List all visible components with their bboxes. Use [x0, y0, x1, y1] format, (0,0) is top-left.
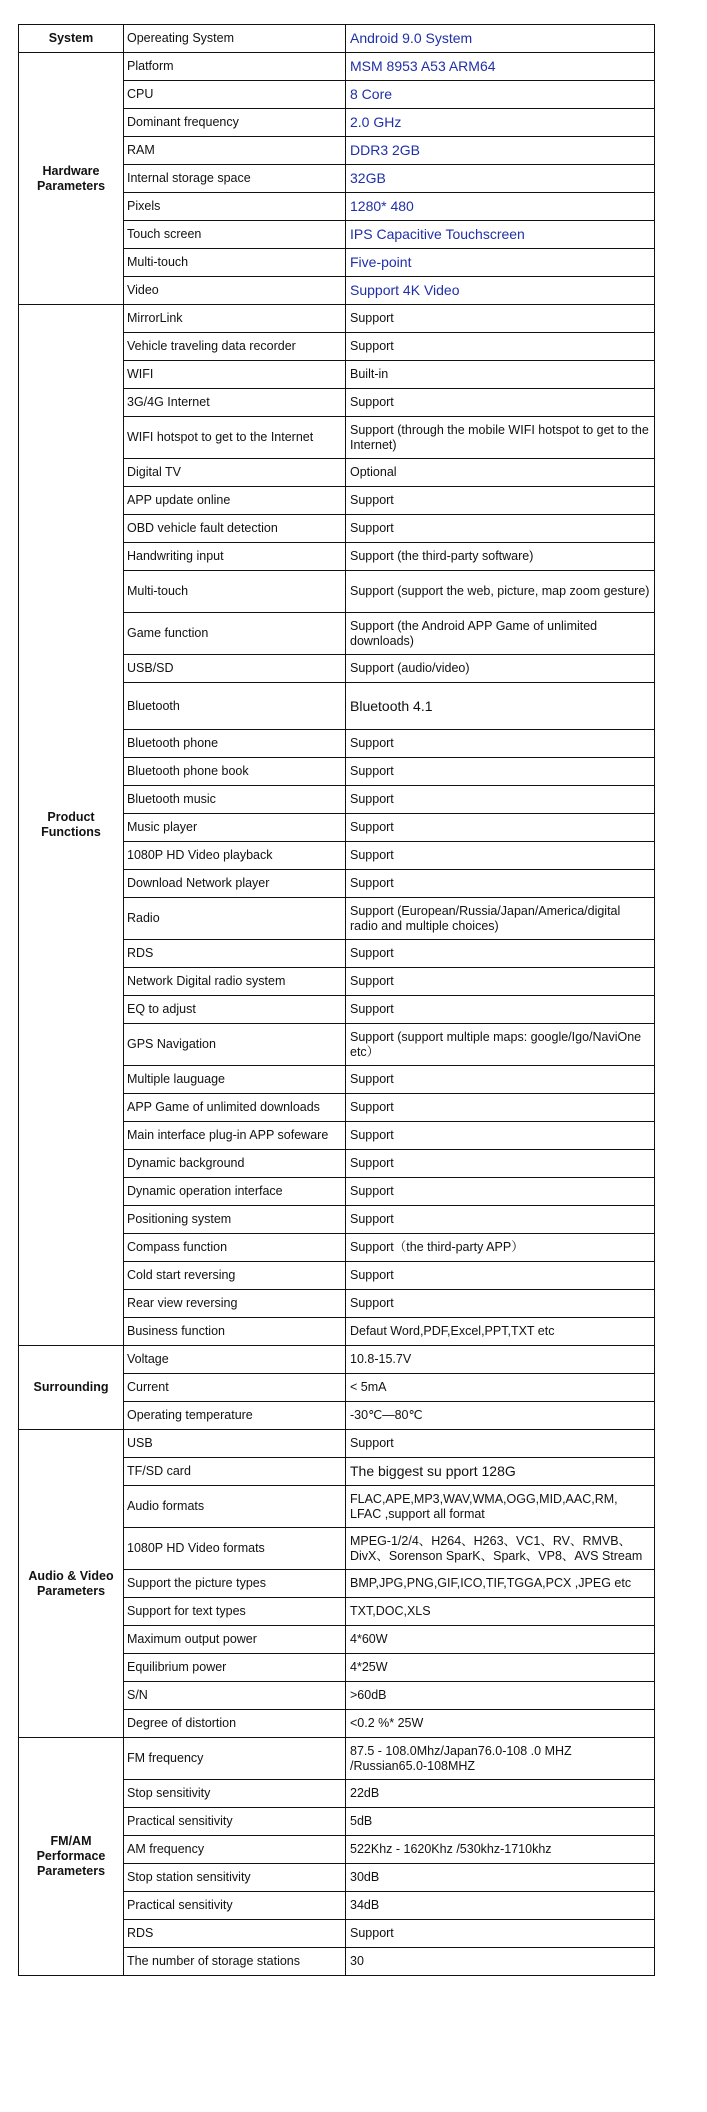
spec-item: S/N: [124, 1682, 346, 1710]
spec-item: TF/SD card: [124, 1458, 346, 1486]
spec-value: Support: [346, 842, 655, 870]
spec-value: 34dB: [346, 1892, 655, 1920]
spec-item: Vehicle traveling data recorder: [124, 333, 346, 361]
spec-value: Support 4K Video: [346, 277, 655, 305]
spec-item: Rear view reversing: [124, 1290, 346, 1318]
spec-value: FLAC,APE,MP3,WAV,WMA,OGG,MID,AAC,RM, LFAC ,support all format: [346, 1486, 655, 1528]
spec-item: Dynamic background: [124, 1150, 346, 1178]
spec-item: Pixels: [124, 193, 346, 221]
spec-item: Degree of distortion: [124, 1710, 346, 1738]
spec-item: Stop station sensitivity: [124, 1864, 346, 1892]
spec-value: Built-in: [346, 361, 655, 389]
spec-value: Support: [346, 305, 655, 333]
spec-value: 22dB: [346, 1780, 655, 1808]
spec-value: MSM 8953 A53 ARM64: [346, 53, 655, 81]
spec-item: Dominant frequency: [124, 109, 346, 137]
spec-item: Opereating System: [124, 25, 346, 53]
spec-value: Support (the Android APP Game of unlimited downloads): [346, 613, 655, 655]
spec-value: Android 9.0 System: [346, 25, 655, 53]
spec-item: RDS: [124, 1920, 346, 1948]
spec-item: Video: [124, 277, 346, 305]
spec-item: Radio: [124, 898, 346, 940]
spec-value: 30dB: [346, 1864, 655, 1892]
spec-value: Support: [346, 515, 655, 543]
spec-value: Support: [346, 1920, 655, 1948]
section-label: Hardware Parameters: [19, 53, 124, 305]
spec-item: Handwriting input: [124, 543, 346, 571]
table-row: [19, 1346, 655, 1374]
spec-value: Support: [346, 487, 655, 515]
spec-item: Maximum output power: [124, 1626, 346, 1654]
spec-item: 1080P HD Video playback: [124, 842, 346, 870]
spec-value: Defaut Word,PDF,Excel,PPT,TXT etc: [346, 1318, 655, 1346]
spec-value: -30℃—80℃: [346, 1402, 655, 1430]
spec-value: Support (the third-party software): [346, 543, 655, 571]
spec-value: Support: [346, 1290, 655, 1318]
table-row: [19, 25, 655, 53]
spec-item: 3G/4G Internet: [124, 389, 346, 417]
spec-value: Support: [346, 1066, 655, 1094]
spec-item: WIFI hotspot to get to the Internet: [124, 417, 346, 459]
spec-item: Bluetooth music: [124, 786, 346, 814]
spec-value: DDR3 2GB: [346, 137, 655, 165]
spec-item: USB: [124, 1430, 346, 1458]
section-label: FM/AM Performace Parameters: [19, 1738, 124, 1976]
spec-value: Support: [346, 1206, 655, 1234]
spec-value: Support: [346, 814, 655, 842]
spec-item: Bluetooth phone: [124, 730, 346, 758]
spec-item: Compass function: [124, 1234, 346, 1262]
spec-value: Optional: [346, 459, 655, 487]
spec-value: Support (European/Russia/Japan/America/digital radio and multiple choices): [346, 898, 655, 940]
spec-item: Current: [124, 1374, 346, 1402]
spec-value: TXT,DOC,XLS: [346, 1598, 655, 1626]
spec-value: >60dB: [346, 1682, 655, 1710]
spec-item: WIFI: [124, 361, 346, 389]
spec-value: Support: [346, 786, 655, 814]
spec-value: Bluetooth 4.1: [346, 683, 655, 730]
spec-item: APP update online: [124, 487, 346, 515]
spec-item: Dynamic operation interface: [124, 1178, 346, 1206]
spec-value: 32GB: [346, 165, 655, 193]
spec-value: 522Khz - 1620Khz /530khz-1710khz: [346, 1836, 655, 1864]
spec-item: Multiple lauguage: [124, 1066, 346, 1094]
spec-value: Support: [346, 1122, 655, 1150]
spec-value: Support（the third-party APP）: [346, 1234, 655, 1262]
spec-value: Support: [346, 1262, 655, 1290]
spec-item: Audio formats: [124, 1486, 346, 1528]
spec-item: Practical sensitivity: [124, 1892, 346, 1920]
spec-value: < 5mA: [346, 1374, 655, 1402]
spec-value: Support (support the web, picture, map zoom gesture): [346, 571, 655, 613]
spec-value: BMP,JPG,PNG,GIF,ICO,TIF,TGGA,PCX ,JPEG etc: [346, 1570, 655, 1598]
spec-item: Equilibrium power: [124, 1654, 346, 1682]
spec-item: Bluetooth: [124, 683, 346, 730]
section-label: Audio & Video Parameters: [19, 1430, 124, 1738]
spec-value: Support: [346, 1150, 655, 1178]
spec-item: Practical sensitivity: [124, 1808, 346, 1836]
spec-item: Main interface plug-in APP sofeware: [124, 1122, 346, 1150]
spec-value: 2.0 GHz: [346, 109, 655, 137]
table-row: [19, 305, 655, 333]
spec-value: Five-point: [346, 249, 655, 277]
spec-item: Touch screen: [124, 221, 346, 249]
spec-value: Support: [346, 1178, 655, 1206]
spec-value: 4*60W: [346, 1626, 655, 1654]
spec-item: Operating temperature: [124, 1402, 346, 1430]
spec-value: Support (audio/video): [346, 655, 655, 683]
spec-item: Game function: [124, 613, 346, 655]
spec-value: <0.2 %* 25W: [346, 1710, 655, 1738]
table-row: [19, 53, 655, 81]
spec-item: AM frequency: [124, 1836, 346, 1864]
spec-value: 5dB: [346, 1808, 655, 1836]
section-label: Product Functions: [19, 305, 124, 1346]
spec-item: Support the picture types: [124, 1570, 346, 1598]
spec-value: 10.8-15.7V: [346, 1346, 655, 1374]
spec-item: Multi-touch: [124, 249, 346, 277]
spec-item: GPS Navigation: [124, 1024, 346, 1066]
spec-value: Support: [346, 968, 655, 996]
spec-value: Support (through the mobile WIFI hotspot to get to the Internet): [346, 417, 655, 459]
spec-item: Network Digital radio system: [124, 968, 346, 996]
spec-item: Download Network player: [124, 870, 346, 898]
spec-item: FM frequency: [124, 1738, 346, 1780]
spec-value: Support: [346, 730, 655, 758]
spec-item: Internal storage space: [124, 165, 346, 193]
spec-value: IPS Capacitive Touchscreen: [346, 221, 655, 249]
table-row: [19, 1430, 655, 1458]
spec-item: APP Game of unlimited downloads: [124, 1094, 346, 1122]
spec-item: Music player: [124, 814, 346, 842]
spec-value: 1280* 480: [346, 193, 655, 221]
spec-value: Support: [346, 758, 655, 786]
spec-value: Support (support multiple maps: google/Igo/NaviOne etc）: [346, 1024, 655, 1066]
spec-item: The number of storage stations: [124, 1948, 346, 1976]
section-label: Surrounding: [19, 1346, 124, 1430]
spec-value: The biggest su pport 128G: [346, 1458, 655, 1486]
spec-item: Support for text types: [124, 1598, 346, 1626]
spec-item: OBD vehicle fault detection: [124, 515, 346, 543]
spec-value: Support: [346, 333, 655, 361]
spec-item: Cold start reversing: [124, 1262, 346, 1290]
spec-item: CPU: [124, 81, 346, 109]
spec-table-body: [19, 25, 655, 1976]
spec-item: Stop sensitivity: [124, 1780, 346, 1808]
spec-value: Support: [346, 1094, 655, 1122]
spec-value: Support: [346, 996, 655, 1024]
spec-item: MirrorLink: [124, 305, 346, 333]
spec-item: Business function: [124, 1318, 346, 1346]
spec-item: Voltage: [124, 1346, 346, 1374]
spec-item: Platform: [124, 53, 346, 81]
spec-item: Positioning system: [124, 1206, 346, 1234]
spec-value: 30: [346, 1948, 655, 1976]
spec-value: Support: [346, 940, 655, 968]
spec-item: EQ to adjust: [124, 996, 346, 1024]
spec-item: 1080P HD Video formats: [124, 1528, 346, 1570]
spec-item: RDS: [124, 940, 346, 968]
spec-item: USB/SD: [124, 655, 346, 683]
spec-value: Support: [346, 870, 655, 898]
spec-item: Digital TV: [124, 459, 346, 487]
spec-value: Support: [346, 389, 655, 417]
spec-item: RAM: [124, 137, 346, 165]
section-label: System: [19, 25, 124, 53]
spec-value: 87.5 - 108.0Mhz/Japan76.0-108 .0 MHZ /Russian65.0-108MHZ: [346, 1738, 655, 1780]
spec-value: 8 Core: [346, 81, 655, 109]
spec-value: 4*25W: [346, 1654, 655, 1682]
table-row: [19, 1738, 655, 1780]
spec-item: Multi-touch: [124, 571, 346, 613]
spec-item: Bluetooth phone book: [124, 758, 346, 786]
spec-table: [18, 24, 655, 1976]
spec-value: MPEG-1/2/4、H264、H263、VC1、RV、RMVB、DivX、Sorenson SparK、Spark、VP8、AVS Stream: [346, 1528, 655, 1570]
spec-value: Support: [346, 1430, 655, 1458]
